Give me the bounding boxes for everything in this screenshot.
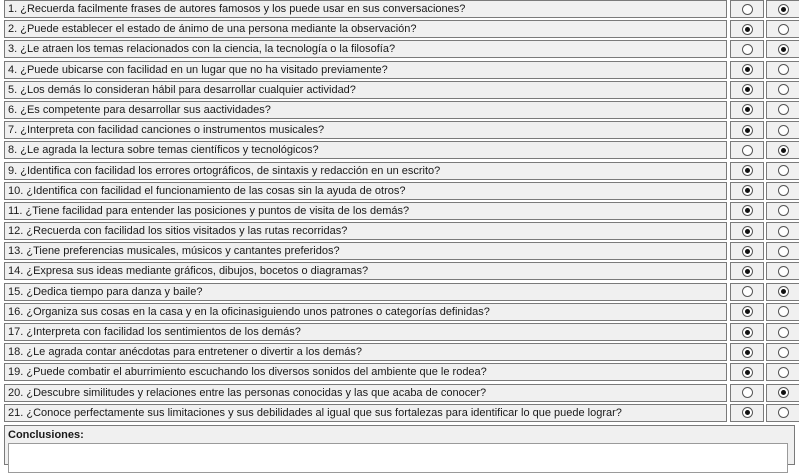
option-a-cell[interactable]	[730, 343, 764, 361]
option-b-cell[interactable]	[766, 20, 799, 38]
conclusions-textarea[interactable]	[8, 443, 788, 473]
question-text: 21. ¿Conoce perfectamente sus limitaciones y sus debilidades al igual que sus fortalezas para identificar lo que puede lograr?	[4, 404, 727, 422]
option-b-radio[interactable]	[778, 246, 789, 257]
option-b-radio[interactable]	[778, 407, 789, 418]
question-text: 14. ¿Expresa sus ideas mediante gráficos, dibujos, bocetos o diagramas?	[4, 262, 727, 280]
question-row	[4, 363, 799, 381]
option-b-cell[interactable]	[766, 363, 799, 381]
question-row	[4, 141, 799, 159]
option-a-cell[interactable]	[730, 121, 764, 139]
option-b-cell[interactable]	[766, 0, 799, 18]
option-a-radio[interactable]	[742, 286, 753, 297]
option-a-cell[interactable]	[730, 303, 764, 321]
question-row	[4, 303, 799, 321]
option-a-radio[interactable]	[742, 327, 753, 338]
question-text: 12. ¿Recuerda con facilidad los sitios visitados y las rutas recorridas?	[4, 222, 727, 240]
option-b-cell[interactable]	[766, 262, 799, 280]
option-a-cell[interactable]	[730, 363, 764, 381]
question-row	[4, 40, 799, 58]
option-a-cell[interactable]	[730, 20, 764, 38]
option-b-cell[interactable]	[766, 81, 799, 99]
question-row	[4, 262, 799, 280]
option-b-radio[interactable]	[778, 387, 789, 398]
option-b-radio[interactable]	[778, 286, 789, 297]
option-a-cell[interactable]	[730, 202, 764, 220]
question-text: 11. ¿Tiene facilidad para entender las posiciones y puntos de visita de los demás?	[4, 202, 727, 220]
option-a-radio[interactable]	[742, 266, 753, 277]
option-a-radio[interactable]	[742, 387, 753, 398]
option-b-radio[interactable]	[778, 367, 789, 378]
option-a-cell[interactable]	[730, 404, 764, 422]
conclusions-panel	[4, 425, 795, 465]
option-b-radio[interactable]	[778, 185, 789, 196]
option-a-radio[interactable]	[742, 347, 753, 358]
question-text: 4. ¿Puede ubicarse con facilidad en un lugar que no ha visitado previamente?	[4, 61, 727, 79]
option-b-radio[interactable]	[778, 24, 789, 35]
question-text: 3. ¿Le atraen los temas relacionados con la ciencia, la tecnología o la filosofía?	[4, 40, 727, 58]
question-text: 18. ¿Le agrada contar anécdotas para entretener o divertir a los demás?	[4, 343, 727, 361]
question-text: 17. ¿Interpreta con facilidad los sentimientos de los demás?	[4, 323, 727, 341]
option-a-radio[interactable]	[742, 4, 753, 15]
question-row	[4, 121, 799, 139]
option-b-radio[interactable]	[778, 205, 789, 216]
option-a-cell[interactable]	[730, 61, 764, 79]
question-text: 13. ¿Tiene preferencias musicales, músicos y cantantes preferidos?	[4, 242, 727, 260]
option-b-radio[interactable]	[778, 226, 789, 237]
option-b-radio[interactable]	[778, 44, 789, 55]
question-text: 6. ¿Es competente para desarrollar sus aactividades?	[4, 101, 727, 119]
option-b-cell[interactable]	[766, 323, 799, 341]
option-b-cell[interactable]	[766, 141, 799, 159]
option-b-radio[interactable]	[778, 266, 789, 277]
option-a-radio[interactable]	[742, 306, 753, 317]
question-text: 2. ¿Puede establecer el estado de ánimo de una persona mediante la observación?	[4, 20, 727, 38]
option-b-radio[interactable]	[778, 104, 789, 115]
option-b-cell[interactable]	[766, 202, 799, 220]
option-b-cell[interactable]	[766, 40, 799, 58]
option-a-radio[interactable]	[742, 367, 753, 378]
question-text: 19. ¿Puede combatir el aburrimiento escuchando los diversos sonidos del ambiente que le rodea?	[4, 363, 727, 381]
question-text: 16. ¿Organiza sus cosas en la casa y en la oficinasiguiendo unos patrones o categorías definidas?	[4, 303, 727, 321]
option-b-cell[interactable]	[766, 162, 799, 180]
option-a-radio[interactable]	[742, 125, 753, 136]
option-a-cell[interactable]	[730, 0, 764, 18]
option-a-cell[interactable]	[730, 242, 764, 260]
option-a-cell[interactable]	[730, 162, 764, 180]
question-text: 10. ¿Identifica con facilidad el funcionamiento de las cosas sin la ayuda de otros?	[4, 182, 727, 200]
option-b-cell[interactable]	[766, 242, 799, 260]
question-row	[4, 101, 799, 119]
option-b-radio[interactable]	[778, 125, 789, 136]
question-text: 5. ¿Los demás lo consideran hábil para desarrollar cualquier actividad?	[4, 81, 727, 99]
option-a-cell[interactable]	[730, 40, 764, 58]
question-row	[4, 182, 799, 200]
question-row	[4, 81, 799, 99]
question-text: 8. ¿Le agrada la lectura sobre temas científicos y tecnológicos?	[4, 141, 727, 159]
question-text: 15. ¿Dedica tiempo para danza y baile?	[4, 283, 727, 301]
option-a-cell[interactable]	[730, 182, 764, 200]
option-a-cell[interactable]	[730, 262, 764, 280]
option-b-cell[interactable]	[766, 283, 799, 301]
option-b-cell[interactable]	[766, 303, 799, 321]
option-a-radio[interactable]	[742, 246, 753, 257]
question-text: 9. ¿Identifica con facilidad los errores ortográficos, de sintaxis y redacción en un escrito?	[4, 162, 727, 180]
question-row	[4, 404, 799, 422]
option-a-cell[interactable]	[730, 101, 764, 119]
option-b-cell[interactable]	[766, 343, 799, 361]
option-b-cell[interactable]	[766, 101, 799, 119]
option-a-cell[interactable]	[730, 283, 764, 301]
option-a-cell[interactable]	[730, 141, 764, 159]
option-b-cell[interactable]	[766, 182, 799, 200]
option-a-cell[interactable]	[730, 81, 764, 99]
option-b-radio[interactable]	[778, 347, 789, 358]
option-a-cell[interactable]	[730, 384, 764, 402]
option-b-cell[interactable]	[766, 384, 799, 402]
option-b-radio[interactable]	[778, 327, 789, 338]
option-a-radio[interactable]	[742, 44, 753, 55]
question-text: 7. ¿Interpreta con facilidad canciones o instrumentos musicales?	[4, 121, 727, 139]
option-a-radio[interactable]	[742, 104, 753, 115]
option-a-cell[interactable]	[730, 222, 764, 240]
question-row	[4, 242, 799, 260]
conclusions-label: Conclusiones:	[8, 429, 84, 441]
question-row	[4, 162, 799, 180]
option-b-radio[interactable]	[778, 84, 789, 95]
option-b-radio[interactable]	[778, 145, 789, 156]
option-a-radio[interactable]	[742, 64, 753, 75]
option-a-radio[interactable]	[742, 185, 753, 196]
option-a-radio[interactable]	[742, 84, 753, 95]
option-a-radio[interactable]	[742, 226, 753, 237]
question-row	[4, 20, 799, 38]
question-text: 1. ¿Recuerda facilmente frases de autores famosos y los puede usar en sus conversaciones?	[4, 0, 727, 18]
question-row	[4, 323, 799, 341]
option-b-radio[interactable]	[778, 306, 789, 317]
question-row	[4, 384, 799, 402]
question-row	[4, 61, 799, 79]
option-b-radio[interactable]	[778, 165, 789, 176]
option-a-radio[interactable]	[742, 165, 753, 176]
question-row	[4, 283, 799, 301]
option-b-cell[interactable]	[766, 61, 799, 79]
question-row	[4, 202, 799, 220]
option-b-cell[interactable]	[766, 222, 799, 240]
option-a-radio[interactable]	[742, 205, 753, 216]
option-a-radio[interactable]	[742, 407, 753, 418]
option-b-cell[interactable]	[766, 404, 799, 422]
option-b-cell[interactable]	[766, 121, 799, 139]
option-a-cell[interactable]	[730, 323, 764, 341]
option-b-radio[interactable]	[778, 4, 789, 15]
option-b-radio[interactable]	[778, 64, 789, 75]
option-a-radio[interactable]	[742, 24, 753, 35]
questionnaire	[4, 0, 799, 424]
option-a-radio[interactable]	[742, 145, 753, 156]
question-row	[4, 0, 799, 18]
question-text: 20. ¿Descubre similitudes y relaciones entre las personas conocidas y las que acaba de conocer?	[4, 384, 727, 402]
question-row	[4, 343, 799, 361]
question-row	[4, 222, 799, 240]
